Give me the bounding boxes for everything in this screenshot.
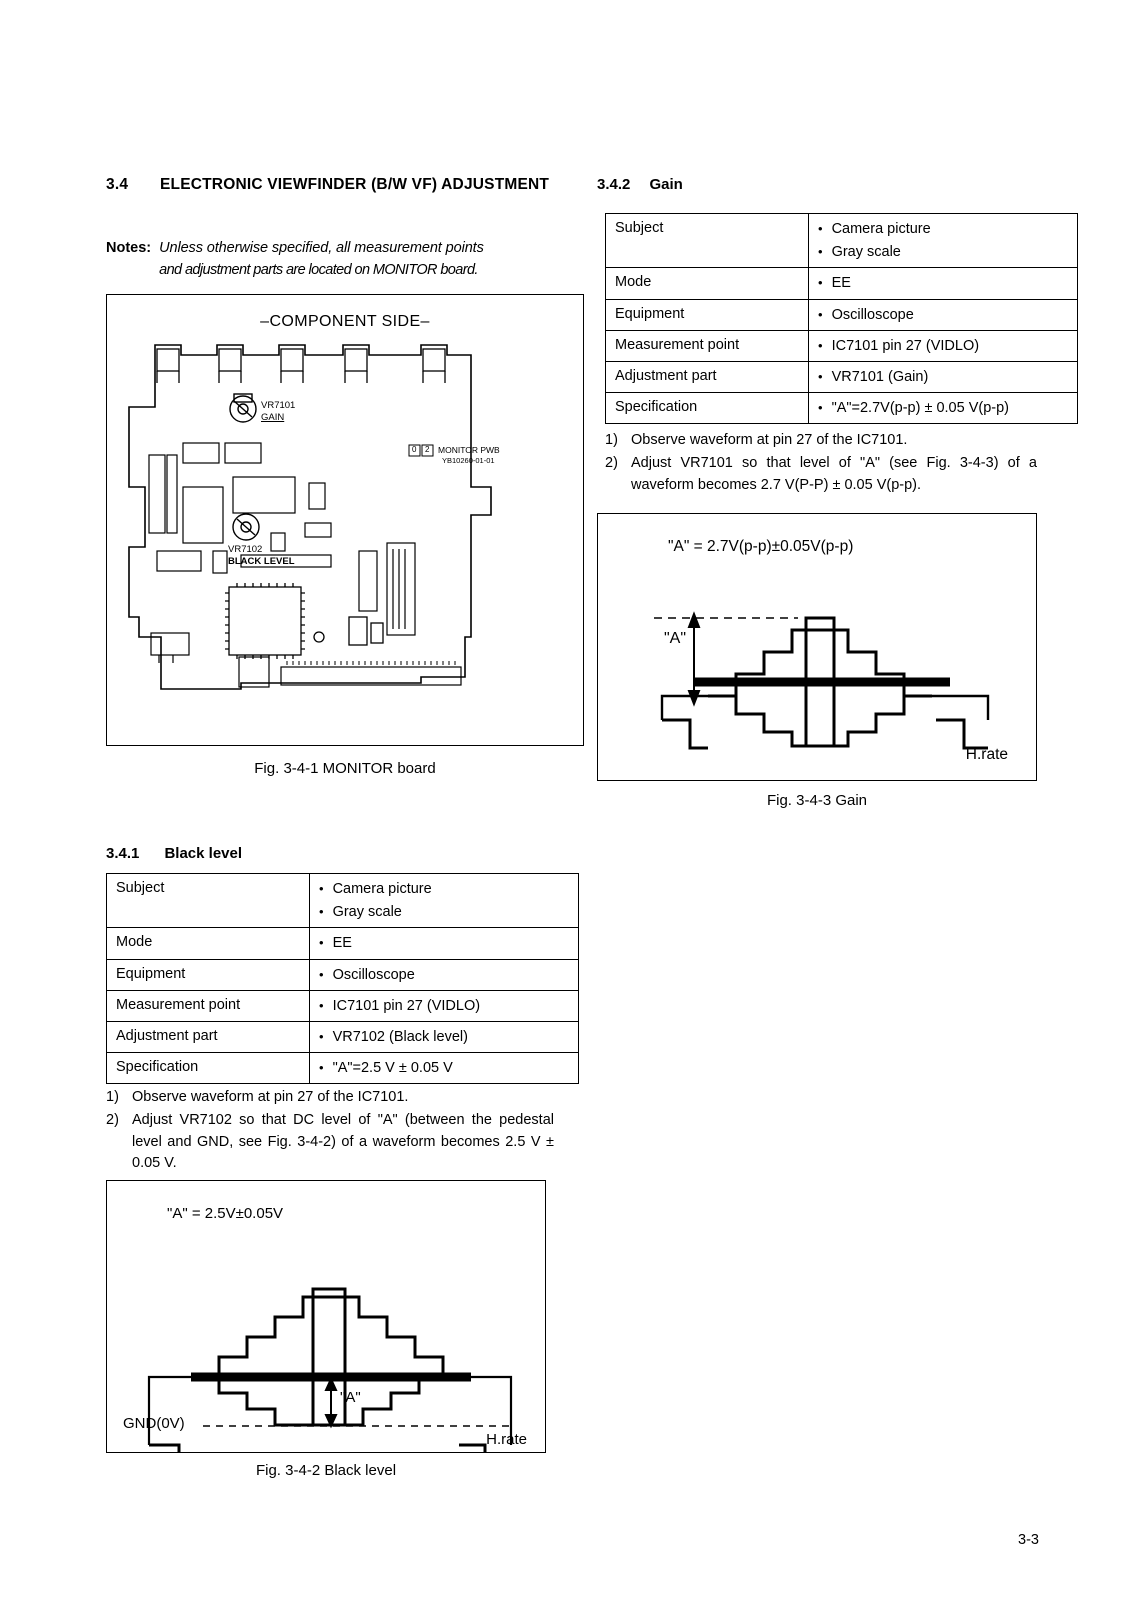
h-rate-label: H.rate	[965, 746, 1008, 763]
section-heading	[106, 176, 566, 194]
section-number: 3.4	[106, 176, 129, 193]
value-text: EE	[831, 275, 851, 292]
black-level-steps	[106, 1087, 554, 1176]
bullet-icon: •	[818, 221, 823, 236]
bullet-icon: •	[319, 881, 324, 896]
table-row	[107, 1021, 579, 1052]
list-item	[605, 453, 1037, 497]
step-text: Observe waveform at pin 27 of the IC7101.	[132, 1089, 409, 1105]
row-value	[310, 874, 579, 928]
table-row	[107, 1053, 579, 1084]
gain-spec-table	[605, 213, 1078, 424]
black-level-heading-title: Black level	[164, 845, 243, 862]
row-value	[310, 1021, 579, 1052]
row-value	[809, 330, 1078, 361]
gain-heading-title: Gain	[649, 176, 683, 193]
label-pwb-name: MONITOR PWB	[438, 445, 500, 455]
pcb-svg	[121, 337, 571, 735]
step-text: Adjust VR7101 so that level of "A" (see Fig. 3-4-3) of a waveform becomes 2.7 V(P-P) ± 0.05 V(p-p).	[631, 454, 1037, 493]
black-level-waveform-figure	[106, 1180, 546, 1453]
row-value	[809, 299, 1078, 330]
list-item	[106, 1110, 554, 1175]
row-key: Equipment	[606, 299, 809, 330]
value-text: IC7101 pin 27 (VIDLO)	[332, 997, 481, 1014]
step-number: 2)	[605, 454, 618, 471]
row-value	[809, 393, 1078, 424]
bullet-icon: •	[319, 935, 324, 951]
figure-caption-3-4-2: Fig. 3-4-2 Black level	[255, 1462, 397, 1479]
row-value	[310, 1053, 579, 1084]
notes-label: Notes:	[106, 240, 152, 256]
table-row	[107, 990, 579, 1021]
table-row	[606, 393, 1078, 424]
page-number: 3-3	[1018, 1532, 1039, 1548]
bullet-icon: •	[818, 306, 823, 322]
value-text: IC7101 pin 27 (VIDLO)	[831, 337, 980, 354]
row-key: Specification	[606, 393, 809, 424]
figure-caption-3-4-1: Fig. 3-4-1 MONITOR board	[254, 760, 436, 777]
label-pwb-mark-0: 0	[412, 445, 417, 454]
notes-line-1: Unless otherwise specified, all measurement points	[159, 240, 484, 256]
bullet-icon: •	[818, 244, 823, 260]
table-row	[606, 361, 1078, 392]
row-key: Measurement point	[107, 990, 310, 1021]
label-vr7102: VR7102	[228, 544, 263, 555]
bullet-icon: •	[319, 997, 324, 1013]
row-key: Measurement point	[606, 330, 809, 361]
bullet-icon: •	[818, 368, 823, 384]
row-key: Adjustment part	[606, 361, 809, 392]
step-number: 1)	[605, 432, 618, 448]
label-pwb-code: YB10260-01-01	[442, 456, 495, 465]
row-value	[310, 990, 579, 1021]
step-number: 1)	[106, 1089, 119, 1105]
black-level-heading-number: 3.4.1	[106, 845, 140, 862]
notes-block	[106, 238, 566, 282]
table-row	[606, 214, 1078, 268]
row-value	[809, 268, 1078, 299]
gain-spec-label: "A" = 2.7V(p-p)±0.05V(p-p)	[668, 538, 854, 555]
label-gain: GAIN	[261, 412, 285, 423]
bullet-icon: •	[818, 275, 823, 291]
black-level-marker-label: "A"	[340, 1389, 361, 1406]
black-level-spec-label: "A" = 2.5V±0.05V	[167, 1205, 284, 1222]
gnd-label: GND(0V)	[123, 1415, 185, 1432]
figure-caption-3-4-3: Fig. 3-4-3 Gain	[766, 792, 868, 809]
label-black-level: BLACK LEVEL	[228, 556, 295, 567]
value-text: Camera picture	[332, 881, 432, 897]
notes-line-2: and adjustment parts are located on MONITOR board.	[159, 261, 478, 278]
label-pwb-mark-2: 2	[425, 445, 430, 454]
bullet-icon: •	[319, 1028, 324, 1044]
step-text: Observe waveform at pin 27 of the IC7101.	[631, 432, 908, 448]
monitor-board-figure	[106, 294, 584, 746]
bullet-icon: •	[319, 966, 324, 982]
gain-heading	[597, 176, 683, 194]
table-row	[606, 330, 1078, 361]
black-level-waveform-svg	[107, 1181, 545, 1452]
bullet-icon: •	[818, 400, 823, 416]
row-value	[809, 214, 1078, 268]
pcb-illustration	[121, 337, 571, 735]
gain-marker-label: "A"	[664, 630, 687, 647]
row-key: Subject	[606, 214, 809, 268]
black-level-heading	[106, 845, 242, 863]
value-text: Oscilloscope	[831, 306, 914, 323]
value-text: VR7102 (Black level)	[332, 1028, 468, 1045]
table-row	[606, 299, 1078, 330]
list-item	[605, 430, 1037, 452]
value-text: VR7101 (Gain)	[831, 368, 929, 385]
label-vr7101: VR7101	[261, 400, 296, 411]
row-value	[310, 959, 579, 990]
table-row	[107, 959, 579, 990]
section-header-block	[106, 176, 566, 282]
gain-waveform-figure	[597, 513, 1037, 781]
component-side-title: –COMPONENT SIDE–	[260, 313, 430, 330]
h-rate-label: H.rate	[486, 1431, 527, 1448]
value-text: "A"=2.5 V ± 0.05 V	[332, 1060, 453, 1077]
table-row	[107, 928, 579, 959]
bullet-icon: •	[319, 904, 324, 920]
step-text: Adjust VR7102 so that DC level of "A" (between the pedestal level and GND, see Fig. 3-4-2) of a waveform becomes 2.5 V ± 0.05 V.	[132, 1111, 554, 1172]
value-text: Camera picture	[831, 221, 931, 237]
gain-heading-number: 3.4.2	[597, 176, 631, 193]
list-item	[106, 1087, 554, 1109]
bullet-icon: •	[818, 337, 823, 353]
notes-text	[159, 238, 484, 282]
value-text: Gray scale	[332, 904, 402, 921]
table-row	[107, 874, 579, 928]
row-key: Subject	[107, 874, 310, 928]
value-text: Oscilloscope	[332, 966, 415, 983]
step-number: 2)	[106, 1111, 119, 1128]
gain-steps	[605, 430, 1037, 497]
row-key: Equipment	[107, 959, 310, 990]
row-value	[310, 928, 579, 959]
value-text: EE	[332, 935, 352, 952]
section-title: ELECTRONIC VIEWFINDER (B/W VF) ADJUSTMENT	[160, 176, 550, 193]
table-row	[606, 268, 1078, 299]
row-key: Specification	[107, 1053, 310, 1084]
black-level-spec-table	[106, 873, 579, 1084]
value-text: "A"=2.7V(p-p) ± 0.05 V(p-p)	[831, 400, 1009, 417]
row-key: Mode	[606, 268, 809, 299]
row-key: Adjustment part	[107, 1021, 310, 1052]
row-key: Mode	[107, 928, 310, 959]
value-text: Gray scale	[831, 244, 901, 261]
bullet-icon: •	[319, 1060, 324, 1076]
row-value	[809, 361, 1078, 392]
